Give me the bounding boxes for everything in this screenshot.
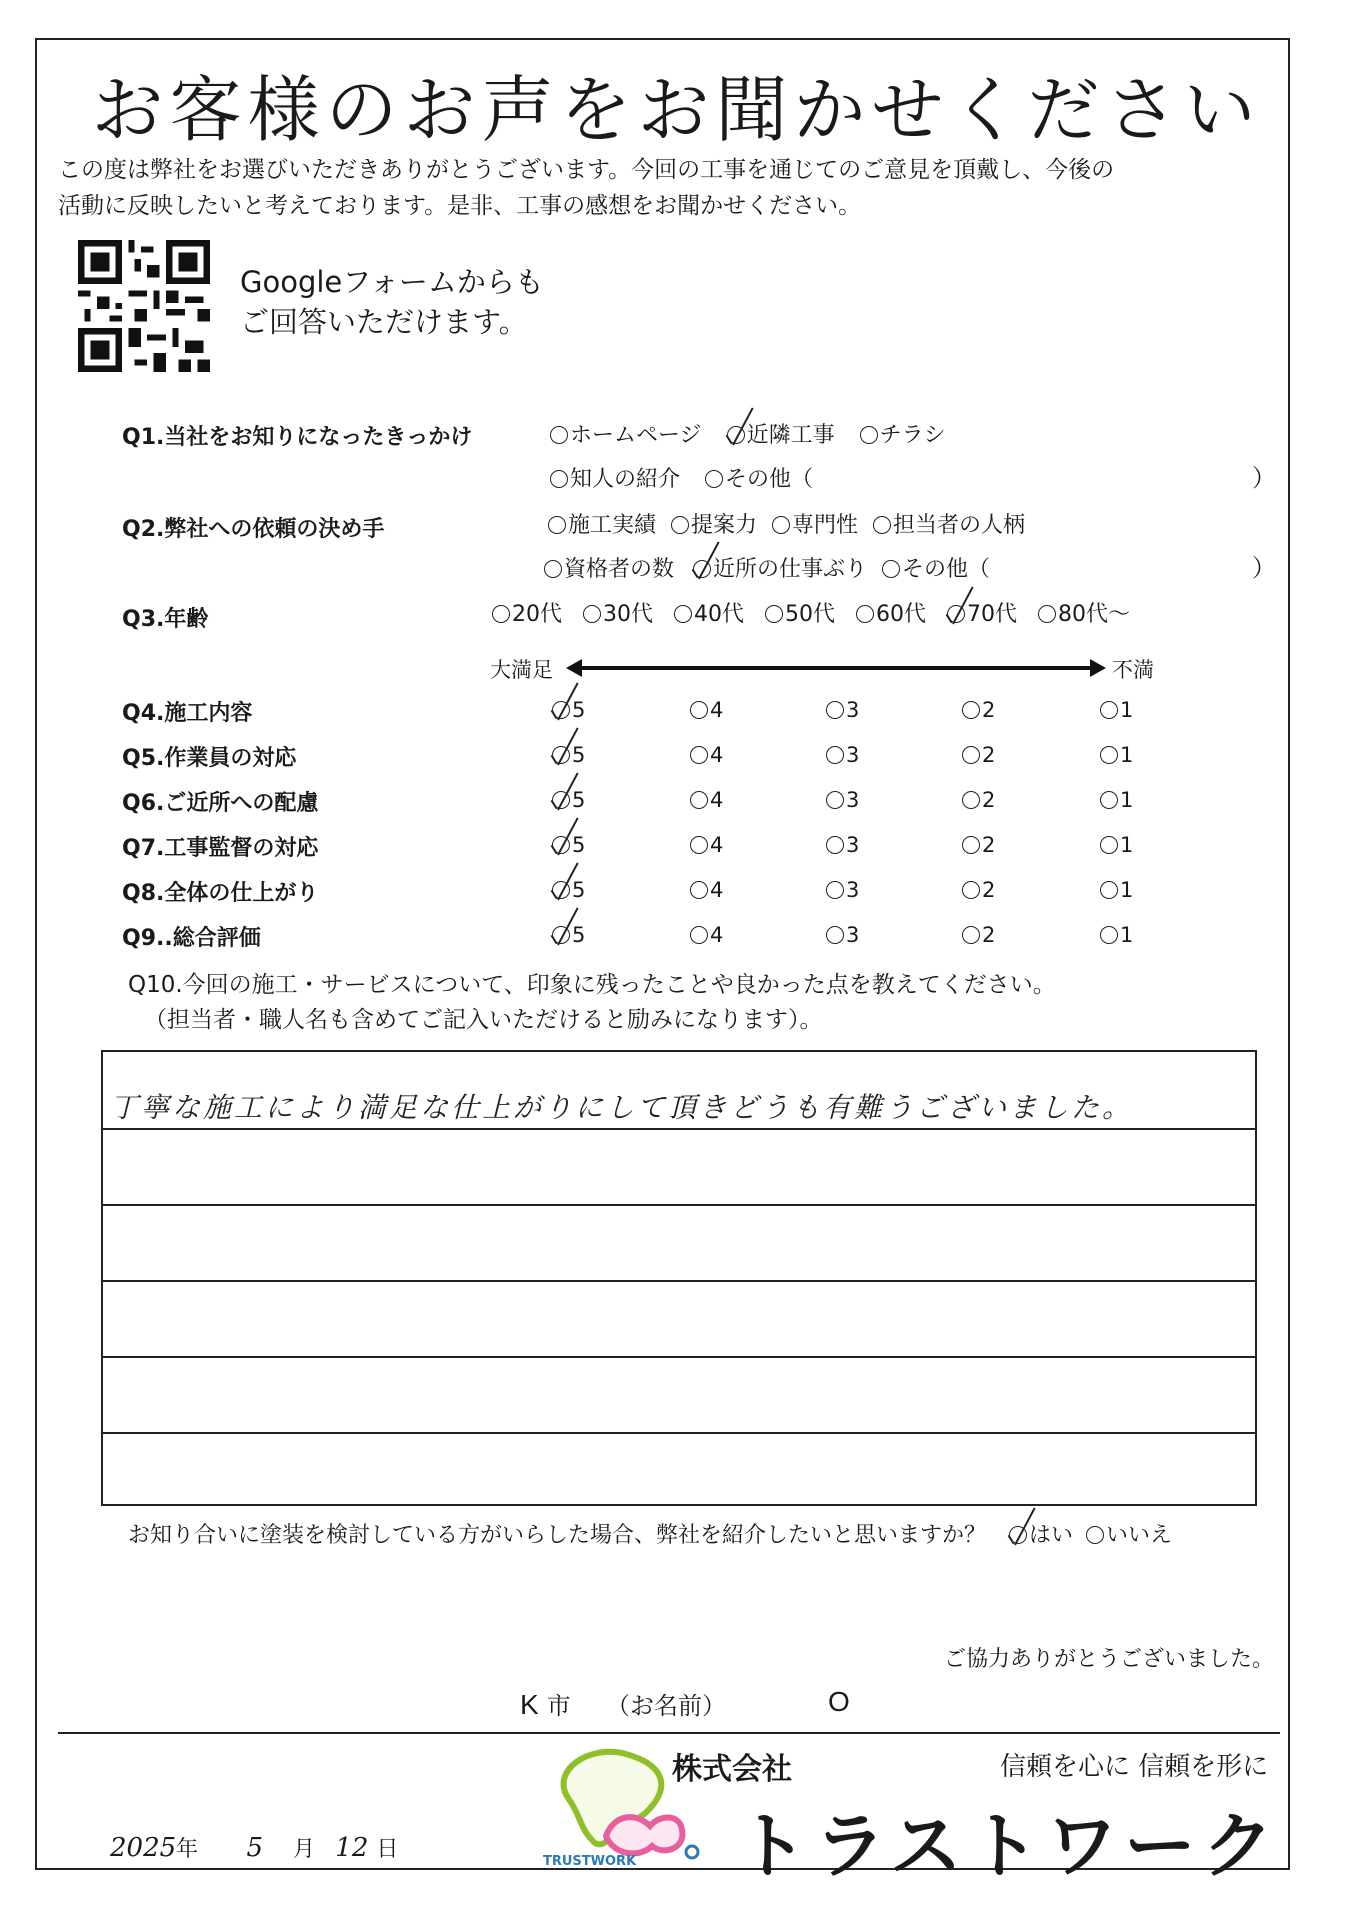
q2-option-staff-personality[interactable]: 担当者の人柄 xyxy=(873,508,1025,539)
footer-divider xyxy=(58,1732,1280,1734)
q9-option-3[interactable]: 3 xyxy=(826,923,859,947)
q4-option-4[interactable]: 4 xyxy=(690,698,723,722)
q8-option-1[interactable]: 1 xyxy=(1100,878,1133,902)
scale-arrow-icon xyxy=(580,666,1092,670)
radio-checked-icon xyxy=(552,701,570,719)
radio-circle-icon xyxy=(1100,791,1118,809)
radio-circle-icon xyxy=(860,426,878,444)
radio-circle-icon xyxy=(765,605,783,623)
q6-option-1[interactable]: 1 xyxy=(1100,788,1133,812)
radio-circle-icon xyxy=(826,746,844,764)
answer-rule xyxy=(103,1128,1255,1130)
q8-option-3[interactable]: 3 xyxy=(826,878,859,902)
radio-circle-icon xyxy=(962,701,980,719)
q6-option-5[interactable]: 5 xyxy=(552,788,585,812)
date-year: 2025 xyxy=(110,1833,177,1863)
radio-checked-icon xyxy=(552,791,570,809)
q1-option-homepage[interactable]: ホームページ xyxy=(550,418,702,449)
radio-circle-icon xyxy=(583,605,601,623)
page-title: お客様のお声をお聞かせください xyxy=(91,68,1262,152)
radio-circle-icon xyxy=(1100,746,1118,764)
radio-circle-icon xyxy=(705,470,723,488)
radio-circle-icon xyxy=(772,516,790,534)
rating-row-q7 xyxy=(0,825,1353,865)
name-label: （お名前） xyxy=(606,1692,726,1720)
q3-option-40s[interactable]: 40代 xyxy=(674,597,744,628)
q4-option-2[interactable]: 2 xyxy=(962,698,995,722)
q1-options-row1 xyxy=(550,418,964,449)
radio-checked-icon xyxy=(947,605,965,623)
radio-circle-icon xyxy=(1100,881,1118,899)
q6-option-4[interactable]: 4 xyxy=(690,788,723,812)
q3-option-50s[interactable]: 50代 xyxy=(765,597,835,628)
radio-circle-icon xyxy=(690,701,708,719)
radio-checked-icon xyxy=(552,746,570,764)
radio-checked-icon xyxy=(552,926,570,944)
q7-label: Q7.工事監督の対応 xyxy=(122,836,319,861)
rating-row-q6 xyxy=(0,780,1353,820)
q3-options xyxy=(492,597,1148,628)
q1-label: Q1.当社をお知りになったきっかけ xyxy=(122,425,473,450)
date-month: 5 xyxy=(246,1833,263,1863)
radio-circle-icon xyxy=(690,791,708,809)
radio-circle-icon xyxy=(826,701,844,719)
q9-option-2[interactable]: 2 xyxy=(962,923,995,947)
name-value: O xyxy=(828,1686,850,1717)
q1-option-other[interactable]: その他（ xyxy=(705,462,813,493)
referral-question-row: お知り合いに塗装を検討している方がいらした場合、弊社を紹介したいと思いますか？ はい いいえ xyxy=(128,1518,1190,1549)
city-value: K xyxy=(520,1689,539,1720)
answer-rule xyxy=(103,1432,1255,1434)
date-year-unit: 年 xyxy=(176,1837,199,1862)
q2-option-track-record[interactable]: 施工実績 xyxy=(548,508,656,539)
intro-text: この度は弊社をお選びいただきありがとうございます。今回の工事を通じてのご意見を頂戴し、今後の 活動に反映したいと考えております。是非、工事の感想をお聞かせください。 xyxy=(58,157,1115,219)
q8-option-4[interactable]: 4 xyxy=(690,878,723,902)
radio-circle-icon xyxy=(544,560,562,578)
q6-option-2[interactable]: 2 xyxy=(962,788,995,812)
q2-option-expertise[interactable]: 専門性 xyxy=(772,508,858,539)
date-field xyxy=(110,1832,398,1863)
q5-option-4[interactable]: 4 xyxy=(690,743,723,767)
q7-option-4[interactable]: 4 xyxy=(690,833,723,857)
q1-option-nearby-work[interactable]: 近隣工事 xyxy=(727,418,835,449)
q7-option-1[interactable]: 1 xyxy=(1100,833,1133,857)
q5-option-3[interactable]: 3 xyxy=(826,743,859,767)
company-prefix: 株式会社 xyxy=(672,1752,792,1787)
city-field xyxy=(520,1686,571,1721)
scale-label-very-satisfied: 大満足 xyxy=(490,658,553,682)
radio-checked-icon xyxy=(1009,1526,1027,1544)
q3-option-60s[interactable]: 60代 xyxy=(856,597,926,628)
q9-option-1[interactable]: 1 xyxy=(1100,923,1133,947)
rating-row-q4 xyxy=(0,690,1353,730)
q10-handwritten-answer: 丁寧な施工により満足な仕上がりにして頂きどうも有難うございました。 xyxy=(110,1091,1134,1124)
q6-label: Q6.ご近所への配慮 xyxy=(122,791,319,816)
q8-option-5[interactable]: 5 xyxy=(552,878,585,902)
q4-option-1[interactable]: 1 xyxy=(1100,698,1133,722)
radio-circle-icon xyxy=(690,746,708,764)
radio-circle-icon xyxy=(962,791,980,809)
radio-circle-icon xyxy=(550,470,568,488)
company-slogan: 信頼を心に 信頼を形に xyxy=(1000,1752,1269,1782)
q7-option-2[interactable]: 2 xyxy=(962,833,995,857)
radio-circle-icon xyxy=(671,516,689,534)
radio-circle-icon xyxy=(690,881,708,899)
radio-circle-icon xyxy=(826,881,844,899)
thanks-text: ご協力ありがとうございました。 xyxy=(944,1647,1275,1672)
q5-label: Q5.作業員の対応 xyxy=(122,746,297,771)
radio-circle-icon xyxy=(962,746,980,764)
radio-circle-icon xyxy=(826,836,844,854)
scale-label-dissatisfied: 不満 xyxy=(1112,658,1154,682)
radio-circle-icon xyxy=(856,605,874,623)
q10-question: Q10.今回の施工・サービスについて、印象に残ったことや良かった点を教えてください。 （担当者・職人名も含めてご記入いただけると励みになります）。 xyxy=(128,972,1056,1033)
q3-option-80s[interactable]: 80代～ xyxy=(1038,597,1130,628)
q5-option-5[interactable]: 5 xyxy=(552,743,585,767)
radio-circle-icon xyxy=(550,426,568,444)
radio-circle-icon xyxy=(548,516,566,534)
q8-label: Q8.全体の仕上がり xyxy=(122,881,319,906)
radio-circle-icon xyxy=(1038,605,1056,623)
q4-option-3[interactable]: 3 xyxy=(826,698,859,722)
rating-row-q5 xyxy=(0,735,1353,775)
q2-paren-close: ） xyxy=(1252,554,1276,582)
q3-option-30s[interactable]: 30代 xyxy=(583,597,653,628)
radio-circle-icon xyxy=(882,560,900,578)
q1-option-flyer[interactable]: チラシ xyxy=(860,418,946,449)
q8-option-2[interactable]: 2 xyxy=(962,878,995,902)
q5-option-2[interactable]: 2 xyxy=(962,743,995,767)
radio-checked-icon xyxy=(552,836,570,854)
q4-label: Q4.施工内容 xyxy=(122,701,253,726)
q2-option-nearby-work[interactable]: 近所の仕事ぶり xyxy=(693,552,867,583)
radio-circle-icon xyxy=(1100,836,1118,854)
q5-option-1[interactable]: 1 xyxy=(1100,743,1133,767)
q9-option-4[interactable]: 4 xyxy=(690,923,723,947)
radio-circle-icon xyxy=(826,926,844,944)
date-month-unit: 月 xyxy=(293,1837,316,1862)
radio-circle-icon xyxy=(690,926,708,944)
q9-label: Q9..総合評価 xyxy=(122,926,261,951)
radio-circle-icon xyxy=(962,836,980,854)
q3-label: Q3.年齢 xyxy=(122,607,209,632)
q3-option-70s[interactable]: 70代 xyxy=(947,597,1017,628)
date-day-unit: 日 xyxy=(376,1837,399,1862)
q1-paren-close: ） xyxy=(1252,464,1276,492)
radio-circle-icon xyxy=(674,605,692,623)
referral-option-no[interactable]: いいえ xyxy=(1086,1518,1172,1549)
answer-rule xyxy=(103,1280,1255,1282)
answer-rule xyxy=(103,1356,1255,1358)
radio-circle-icon xyxy=(492,605,510,623)
radio-circle-icon xyxy=(962,926,980,944)
radio-circle-icon xyxy=(962,881,980,899)
q2-label: Q2.弊社への依頼の決め手 xyxy=(122,517,385,542)
q3-option-20s[interactable]: 20代 xyxy=(492,597,562,628)
radio-circle-icon xyxy=(873,516,891,534)
q4-option-5[interactable]: 5 xyxy=(552,698,585,722)
radio-circle-icon xyxy=(826,791,844,809)
q1-option-referral[interactable]: 知人の紹介 xyxy=(550,462,680,493)
city-suffix: 市 xyxy=(546,1692,571,1720)
q2-option-qualified-staff[interactable]: 資格者の数 xyxy=(544,552,674,583)
radio-checked-icon xyxy=(727,426,745,444)
company-name: トラストワーク xyxy=(736,1804,1280,1888)
referral-option-yes[interactable]: はい xyxy=(1009,1518,1073,1549)
q7-option-5[interactable]: 5 xyxy=(552,833,585,857)
rating-row-q9 xyxy=(0,915,1353,955)
q1-options-row2 xyxy=(550,462,831,493)
google-form-note: Googleフォームからも ご回答いただけます。 xyxy=(240,265,544,339)
rating-row-q8 xyxy=(0,870,1353,910)
radio-checked-icon xyxy=(552,881,570,899)
radio-checked-icon xyxy=(693,560,711,578)
company-name-en: TRUSTWORK xyxy=(543,1854,637,1869)
answer-rule xyxy=(103,1204,1255,1206)
date-day: 12 xyxy=(335,1833,369,1863)
q6-option-3[interactable]: 3 xyxy=(826,788,859,812)
q9-option-5[interactable]: 5 xyxy=(552,923,585,947)
q7-option-3[interactable]: 3 xyxy=(826,833,859,857)
q2-option-other[interactable]: その他（ xyxy=(882,552,990,583)
q2-options-row2 xyxy=(544,552,1008,583)
q2-options-row1 xyxy=(548,508,1033,539)
radio-circle-icon xyxy=(1100,701,1118,719)
q2-option-proposal[interactable]: 提案力 xyxy=(671,508,757,539)
radio-circle-icon xyxy=(1100,926,1118,944)
radio-circle-icon xyxy=(690,836,708,854)
qr-code-icon[interactable] xyxy=(78,240,210,372)
radio-circle-icon xyxy=(1086,1526,1104,1544)
